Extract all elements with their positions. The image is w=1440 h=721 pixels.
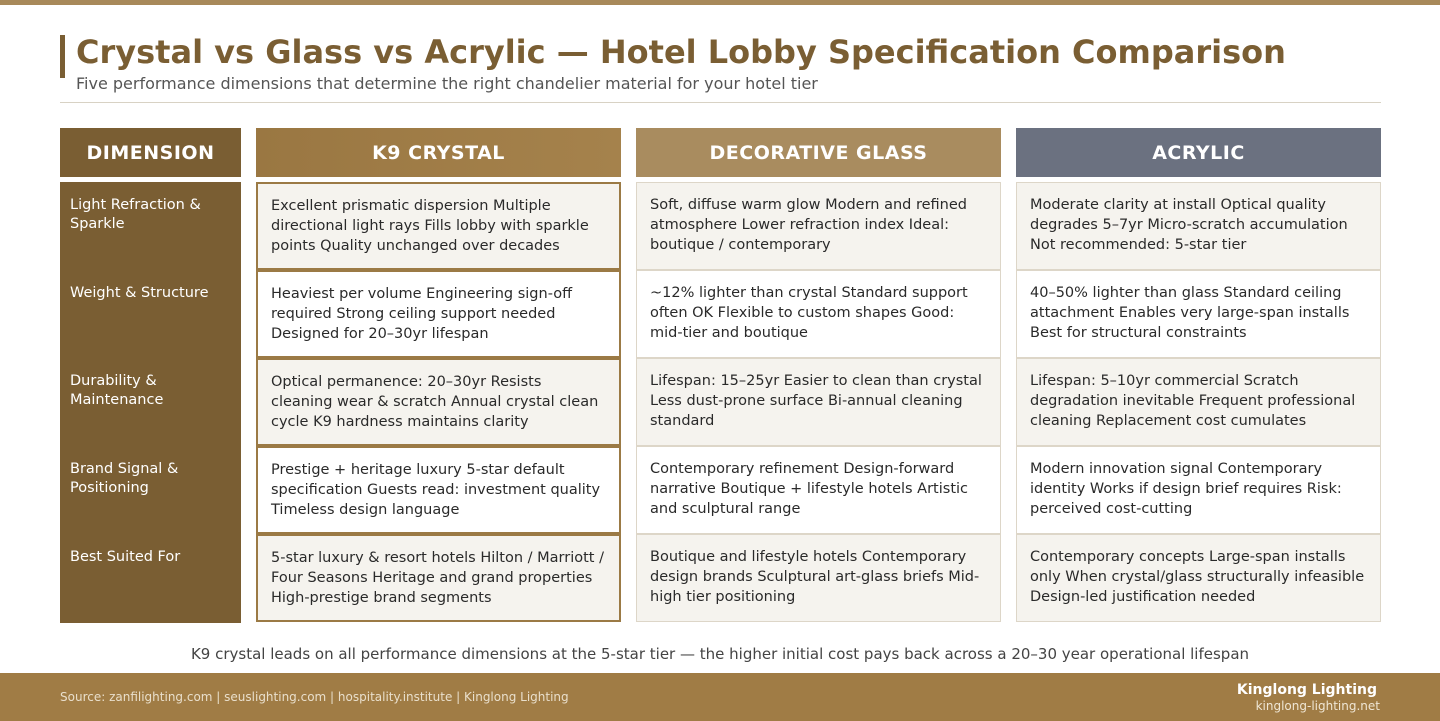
footer-url[interactable]: kinglong-lighting.net [1255,699,1380,713]
header-acrylic: ACRYLIC [1016,128,1381,177]
crystal-cell-weight: Heaviest per volume Engineering sign-off required Strong ceiling support needed Designed for 20–30yr lifespan [256,270,621,358]
acrylic-cell-refraction: Moderate clarity at install Optical quality degrades 5–7yr Micro-scratch accumulation Not recommended: 5-star tier [1016,182,1381,270]
header-k9-crystal: K9 CRYSTAL [256,128,621,177]
glass-cell-best-suited: Boutique and lifestyle hotels Contemporary design brands Sculptural art-glass briefs Mid-high tier positioning [636,534,1001,622]
dimension-label: Best Suited For [70,549,181,565]
footer-sources: Source: zanfilighting.com | seuslighting.com | hospitality.institute | Kinglong Lighting [60,690,569,704]
glass-cell-weight: ~12% lighter than crystal Standard support often OK Flexible to custom shapes Good: mid-tier and boutique [636,270,1001,358]
page-subtitle: Five performance dimensions that determine the right chandelier material for your hotel tier [76,74,818,93]
glass-cell-refraction: Soft, diffuse warm glow Modern and refined atmosphere Lower refraction index Ideal: boutique / contemporary [636,182,1001,270]
acrylic-cell-weight: 40–50% lighter than glass Standard ceiling attachment Enables very large-span installs Best for structural constraints [1016,270,1381,358]
dimension-label: Weight & Structure [70,285,209,301]
dimension-label: Light Refraction & Sparkle [70,197,201,232]
title-divider [60,102,1381,103]
glass-cell-brand: Contemporary refinement Design-forward narrative Boutique + lifestyle hotels Artistic and sculptural range [636,446,1001,534]
title-accent-bar [60,35,65,78]
header-dimension: DIMENSION [60,128,241,177]
crystal-cell-durability: Optical permanence: 20–30yr Resists cleaning wear & scratch Annual crystal clean cycle K9 hardness maintains clarity [256,358,621,446]
dimension-label: Brand Signal & Positioning [70,461,179,496]
header-decorative-glass: DECORATIVE GLASS [636,128,1001,177]
acrylic-cell-durability: Lifespan: 5–10yr commercial Scratch degradation inevitable Frequent professional cleaning Replacement cost cumulates [1016,358,1381,446]
footer-brand: Kinglong Lighting [1236,682,1377,698]
page-title: Crystal vs Glass vs Acrylic — Hotel Lobby Specification Comparison [76,33,1286,71]
crystal-cell-brand: Prestige + heritage luxury 5-star default specification Guests read: investment quality Timeless design language [256,446,621,534]
top-accent-bar [0,0,1440,5]
dimension-label: Durability & Maintenance [70,373,164,408]
acrylic-cell-brand: Modern innovation signal Contemporary identity Works if design brief requires Risk: perceived cost-cutting [1016,446,1381,534]
acrylic-cell-best-suited: Contemporary concepts Large-span installs only When crystal/glass structurally infeasible Design-led justification needed [1016,534,1381,622]
crystal-cell-refraction: Excellent prismatic dispersion Multiple directional light rays Fills lobby with sparkle points Quality unchanged over decades [256,182,621,270]
conclusion-text: K9 crystal leads on all performance dimensions at the 5-star tier — the higher initial cost pays back across a 20–30 year operational lifespan [190,645,1250,663]
crystal-cell-best-suited: 5-star luxury & resort hotels Hilton / Marriott / Four Seasons Heritage and grand properties High-prestige brand segments [256,534,621,622]
glass-cell-durability: Lifespan: 15–25yr Easier to clean than crystal Less dust-prone surface Bi-annual cleaning standard [636,358,1001,446]
